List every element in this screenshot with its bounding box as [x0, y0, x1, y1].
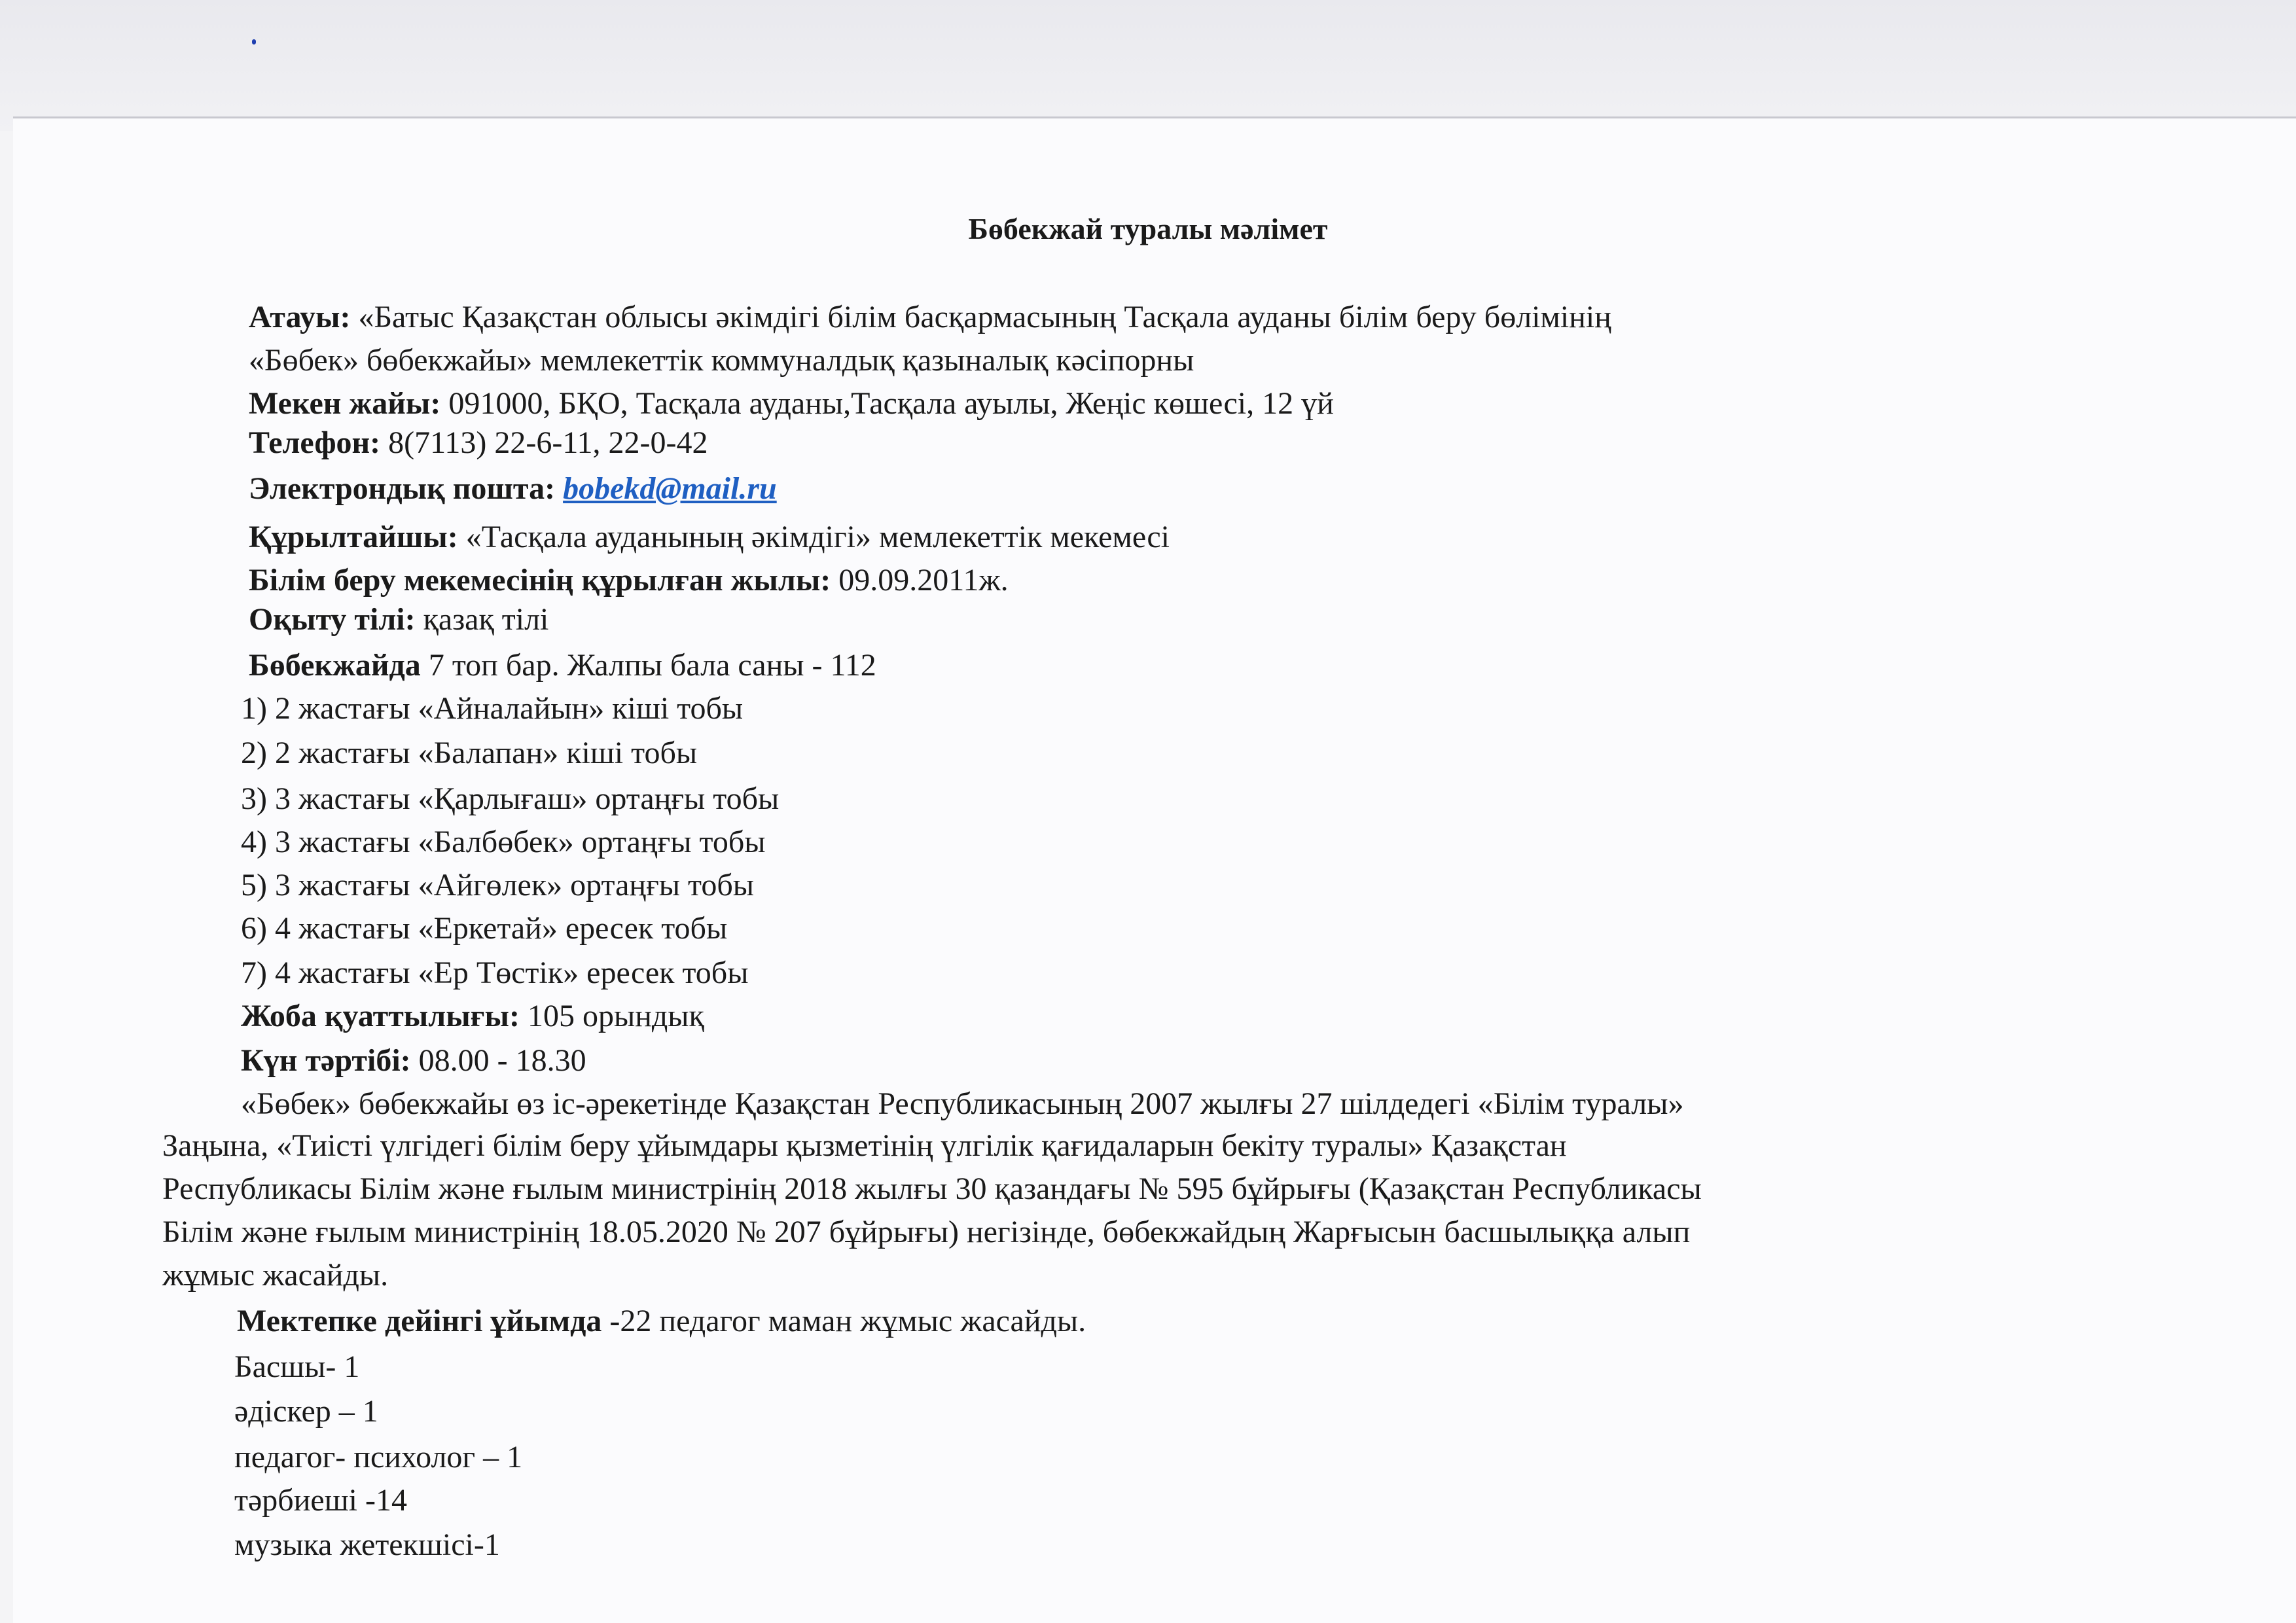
capacity-value: 105 орындық	[519, 999, 704, 1033]
name-line-2	[249, 340, 1194, 381]
paragraph-line-2: Заңына, «Тиісті үлгідегі білім беру ұйымдары қызметінің үлгілік қағидаларын бекіту туралы» Қазақстан	[162, 1128, 1567, 1163]
email-line	[249, 469, 777, 509]
groups-label: Бөбекжайда	[249, 648, 421, 683]
paragraph-line-1: «Бөбек» бөбекжайы өз іс-әрекетінде Қазақстан Республикасының 2007 жылғы 27 шілдедегі «Білім туралы»	[241, 1086, 1684, 1121]
group-item-7: 7) 4 жастағы «Ер Төстік» ересек тобы	[241, 955, 749, 990]
language-value: қазақ тілі	[415, 602, 549, 637]
capacity-line	[241, 996, 704, 1037]
group-item-5: 5) 3 жастағы «Айгөлек» ортаңғы тобы	[241, 868, 755, 902]
language-line	[249, 599, 548, 640]
staff-item-4: тәрбиеші -14	[234, 1483, 407, 1518]
schedule-line	[241, 1041, 586, 1081]
staff-item-5: музыка жетекшісі-1	[234, 1527, 500, 1562]
group-item-2: 2) 2 жастағы «Балапан» кіші тобы	[241, 736, 698, 770]
founder-line	[249, 517, 1170, 558]
founded-line	[249, 560, 1009, 601]
groups-summary-line	[249, 645, 876, 686]
staff-label: Мектепке дейінгі ұйымда -	[237, 1304, 620, 1338]
paragraph-line-4: Білім және ғылым министрінің 18.05.2020 № 207 бұйрығы) негізінде, бөбекжайдың Жарғысын басшылыққа алып	[162, 1215, 1691, 1249]
name-label: Атауы:	[249, 300, 351, 334]
staff-value: 22 педагог маман жұмыс жасайды.	[620, 1304, 1086, 1338]
groups-value: 7 топ бар. Жалпы бала саны - 112	[420, 648, 876, 683]
address-line	[249, 383, 1334, 424]
name-value-1: «Батыс Қазақстан облысы әкімдігі білім басқармасының Тасқала ауданы білім беру бөлімінің	[358, 300, 1611, 334]
founder-label: Құрылтайшы:	[249, 520, 458, 554]
paragraph-line-3: Республикасы Білім және ғылым министрінің 2018 жылғы 30 қазандағы № 595 бұйрығы (Қазақстан Республикасы	[162, 1171, 1702, 1206]
name-line-1	[249, 297, 1611, 338]
group-item-1: 1) 2 жастағы «Айналайын» кіші тобы	[241, 691, 744, 726]
schedule-value: 08.00 - 18.30	[410, 1043, 586, 1078]
founded-value: 09.09.2011ж.	[831, 563, 1009, 597]
address-label: Мекен жайы:	[249, 386, 441, 421]
schedule-label: Күн тәртібі:	[241, 1043, 411, 1078]
capacity-label: Жоба қуаттылығы:	[241, 999, 520, 1033]
founded-label: Білім беру мекемесінің құрылған жылы:	[249, 563, 831, 597]
name-value-2: «Бөбек» бөбекжайы» мемлекеттік коммуналдық қазыналық кәсіпорны	[249, 343, 1194, 378]
staff-item-2: әдіскер – 1	[234, 1394, 378, 1429]
group-item-6: 6) 4 жастағы «Еркетай» ересек тобы	[241, 911, 728, 946]
phone-line	[249, 423, 708, 463]
staff-item-3: педагог- психолог – 1	[234, 1440, 523, 1474]
staff-summary-line	[237, 1301, 1086, 1342]
phone-label: Телефон:	[249, 425, 381, 460]
phone-value: 8(7113) 22-6-11, 22-0-42	[380, 425, 708, 460]
group-item-3: 3) 3 жастағы «Қарлығаш» ортаңғы тобы	[241, 781, 780, 816]
email-label: Электрондық пошта:	[249, 471, 556, 506]
paragraph-line-5: жұмыс жасайды.	[162, 1258, 389, 1293]
email-link[interactable]: bobekd@mail.ru	[563, 471, 777, 506]
group-item-4: 4) 3 жастағы «Балбөбек» ортаңғы тобы	[241, 825, 766, 859]
staff-item-1: Басшы- 1	[234, 1349, 360, 1384]
address-value: 091000, БҚО, Тасқала ауданы,Тасқала ауылы, Жеңіс көшесі, 12 үй	[440, 386, 1334, 421]
language-label: Оқыту тілі:	[249, 602, 416, 637]
page-title: Бөбекжай туралы мәлімет	[968, 212, 1328, 245]
founder-value: «Тасқала ауданының әкімдігі» мемлекеттік мекемесі	[457, 520, 1170, 554]
